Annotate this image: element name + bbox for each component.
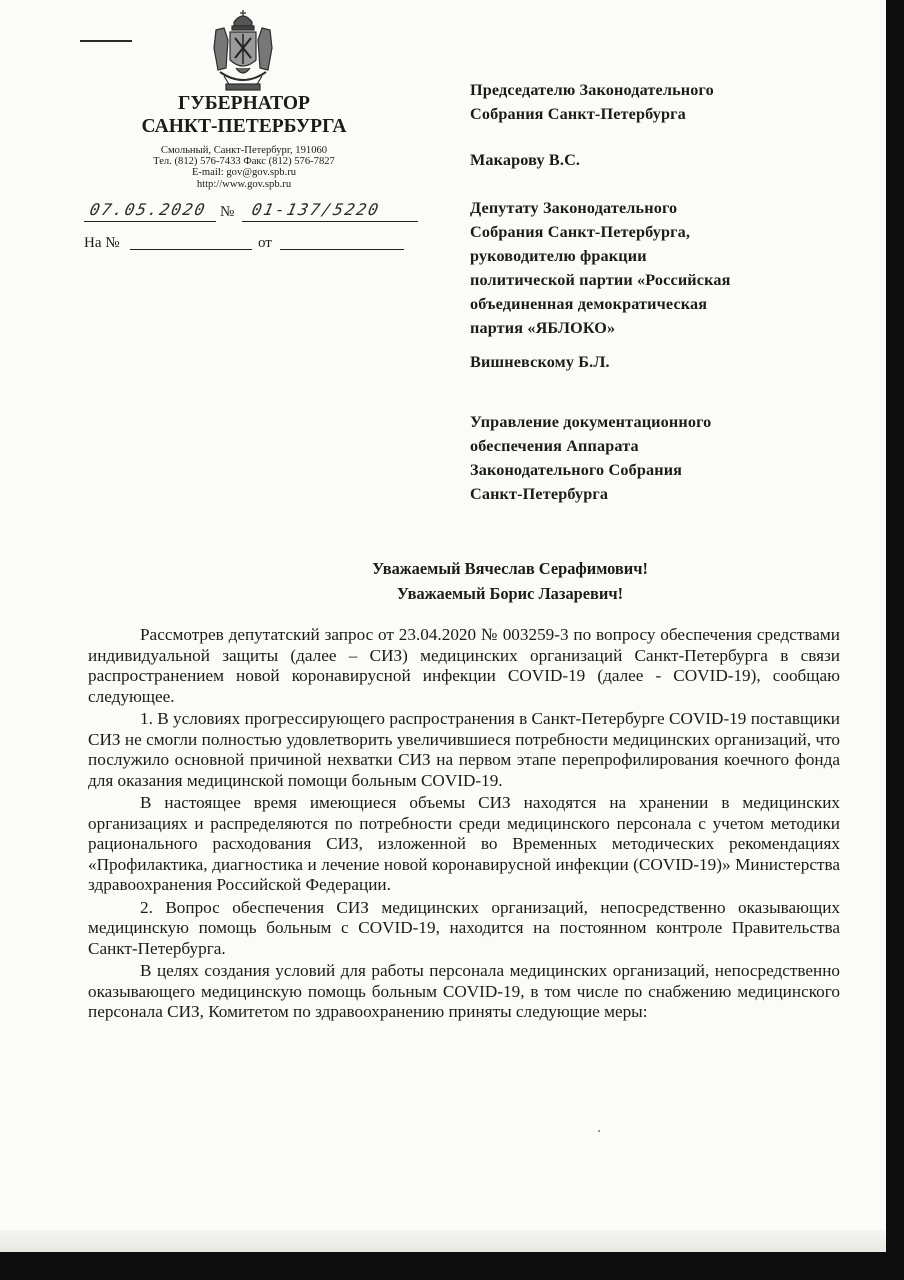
governor-contact-details [120, 145, 368, 190]
salutation-line-2: Уважаемый Борис Лазаревич! [396, 584, 624, 603]
salutation-line-1: Уважаемый Вячеслав Серафимович! [372, 559, 648, 578]
addressee-name-makarov [470, 148, 830, 172]
addressee-line: Управление документационного [470, 413, 712, 431]
scan-speck [598, 1130, 600, 1132]
scan-bottom-edge [0, 1230, 886, 1252]
body-paragraph: Рассмотрев депутатский запрос от 23.04.2020 № 003259-3 по вопросу обеспечения средствами индивидуальной защиты (далее – СИЗ) медицинских организаций Санкт-Петербурга в связи распространением новой коронавирусной инфекции COVID-19 (далее - COVID-19), сообщаю следующее. [88, 625, 840, 706]
phone-fax-line: Тел. (812) 576-7433 Факс (812) 576-7827 [153, 156, 335, 168]
addressee-block-deputy [470, 196, 830, 340]
address-line: Смольный, Санкт-Петербург, 191060 [160, 145, 328, 156]
addressee-block-document-office [470, 410, 830, 506]
top-mark [80, 40, 132, 42]
outgoing-number: 01-137/5220 [249, 200, 382, 219]
addressee-block-chairman [470, 78, 830, 126]
email-line: E-mail: gov@gov.spb.ru [191, 167, 297, 179]
number-sign: № [220, 204, 235, 220]
body-paragraph: В целях создания условий для работы персонала медицинских организаций, непосредственно оказывающего медицинскую помощь больным COVID-19, в том числе по снабжению медицинского персонала СИЗ, Комитетом по здравоохранению приняты следующие меры: [88, 961, 840, 1021]
addressee-line: Председателю Законодательного [470, 81, 714, 99]
body-paragraph: 2. Вопрос обеспечения СИЗ медицинских организаций, непосредственно оказывающих медицинскую помощь больным с COVID-19, находится на постоянном контроле Правительства Санкт-Петербурга. [88, 897, 840, 958]
salutation [200, 556, 820, 606]
governor-title-line2: САНКТ-ПЕТЕРБУРГА [141, 116, 347, 137]
reference-date-label: от [258, 235, 272, 251]
governor-title-line1: ГУБЕРНАТОР [178, 93, 310, 114]
letter-body [88, 625, 840, 1025]
addressee-line: обеспечения Аппарата [470, 437, 639, 455]
addressee-line: объединенная демократическая [470, 295, 708, 313]
outgoing-registration [84, 200, 424, 228]
addressee-line: Собрания Санкт-Петербурга [470, 105, 686, 123]
addressee-line: Депутату Законодательного [470, 199, 678, 217]
addressee-name-vishnevsky [470, 350, 830, 374]
addressee-line: политической партии «Российская [470, 271, 731, 289]
addressee-line: Вишневскому Б.Л. [470, 353, 610, 371]
body-paragraph: 1. В условиях прогрессирующего распространения в Санкт-Петербурге COVID-19 поставщики СИЗ не смогли полностью удовлетворить увеличившиеся потребности медицинских организаций, что послужило основной причиной нехватки СИЗ на первом этапе перепрофилирования коечного фонда для оказания медицинской помощи больным COVID-19. [88, 709, 840, 790]
reference-number-label: На № [84, 235, 120, 251]
body-paragraph: В настоящее время имеющиеся объемы СИЗ находятся на хранении в медицинских организациях и распределяются по потребности среди медицинского персонала с учетом методики рационального расходования СИЗ, изложенной во Временных методических рекомендациях «Профилактика, диагностика и лечение новой коронавирусной инфекции (COVID-19)» Министерства здравоохранения Российской Федерации. [88, 793, 840, 894]
addressee-line: партия «ЯБЛОКО» [470, 319, 616, 337]
reference-line [84, 235, 414, 257]
addressee-line: Собрания Санкт-Петербурга, [470, 223, 691, 241]
addressee-line: Законодательного Собрания [470, 461, 683, 479]
addressee-line: руководителю фракции [470, 247, 647, 265]
outgoing-date: 07.05.2020 [87, 200, 209, 219]
addressee-line: Санкт-Петербурга [470, 485, 609, 503]
governor-title [120, 92, 368, 138]
coat-of-arms-icon [206, 8, 280, 94]
website-line: http://www.gov.spb.ru [196, 178, 292, 190]
addressee-line: Макарову В.С. [470, 151, 581, 169]
